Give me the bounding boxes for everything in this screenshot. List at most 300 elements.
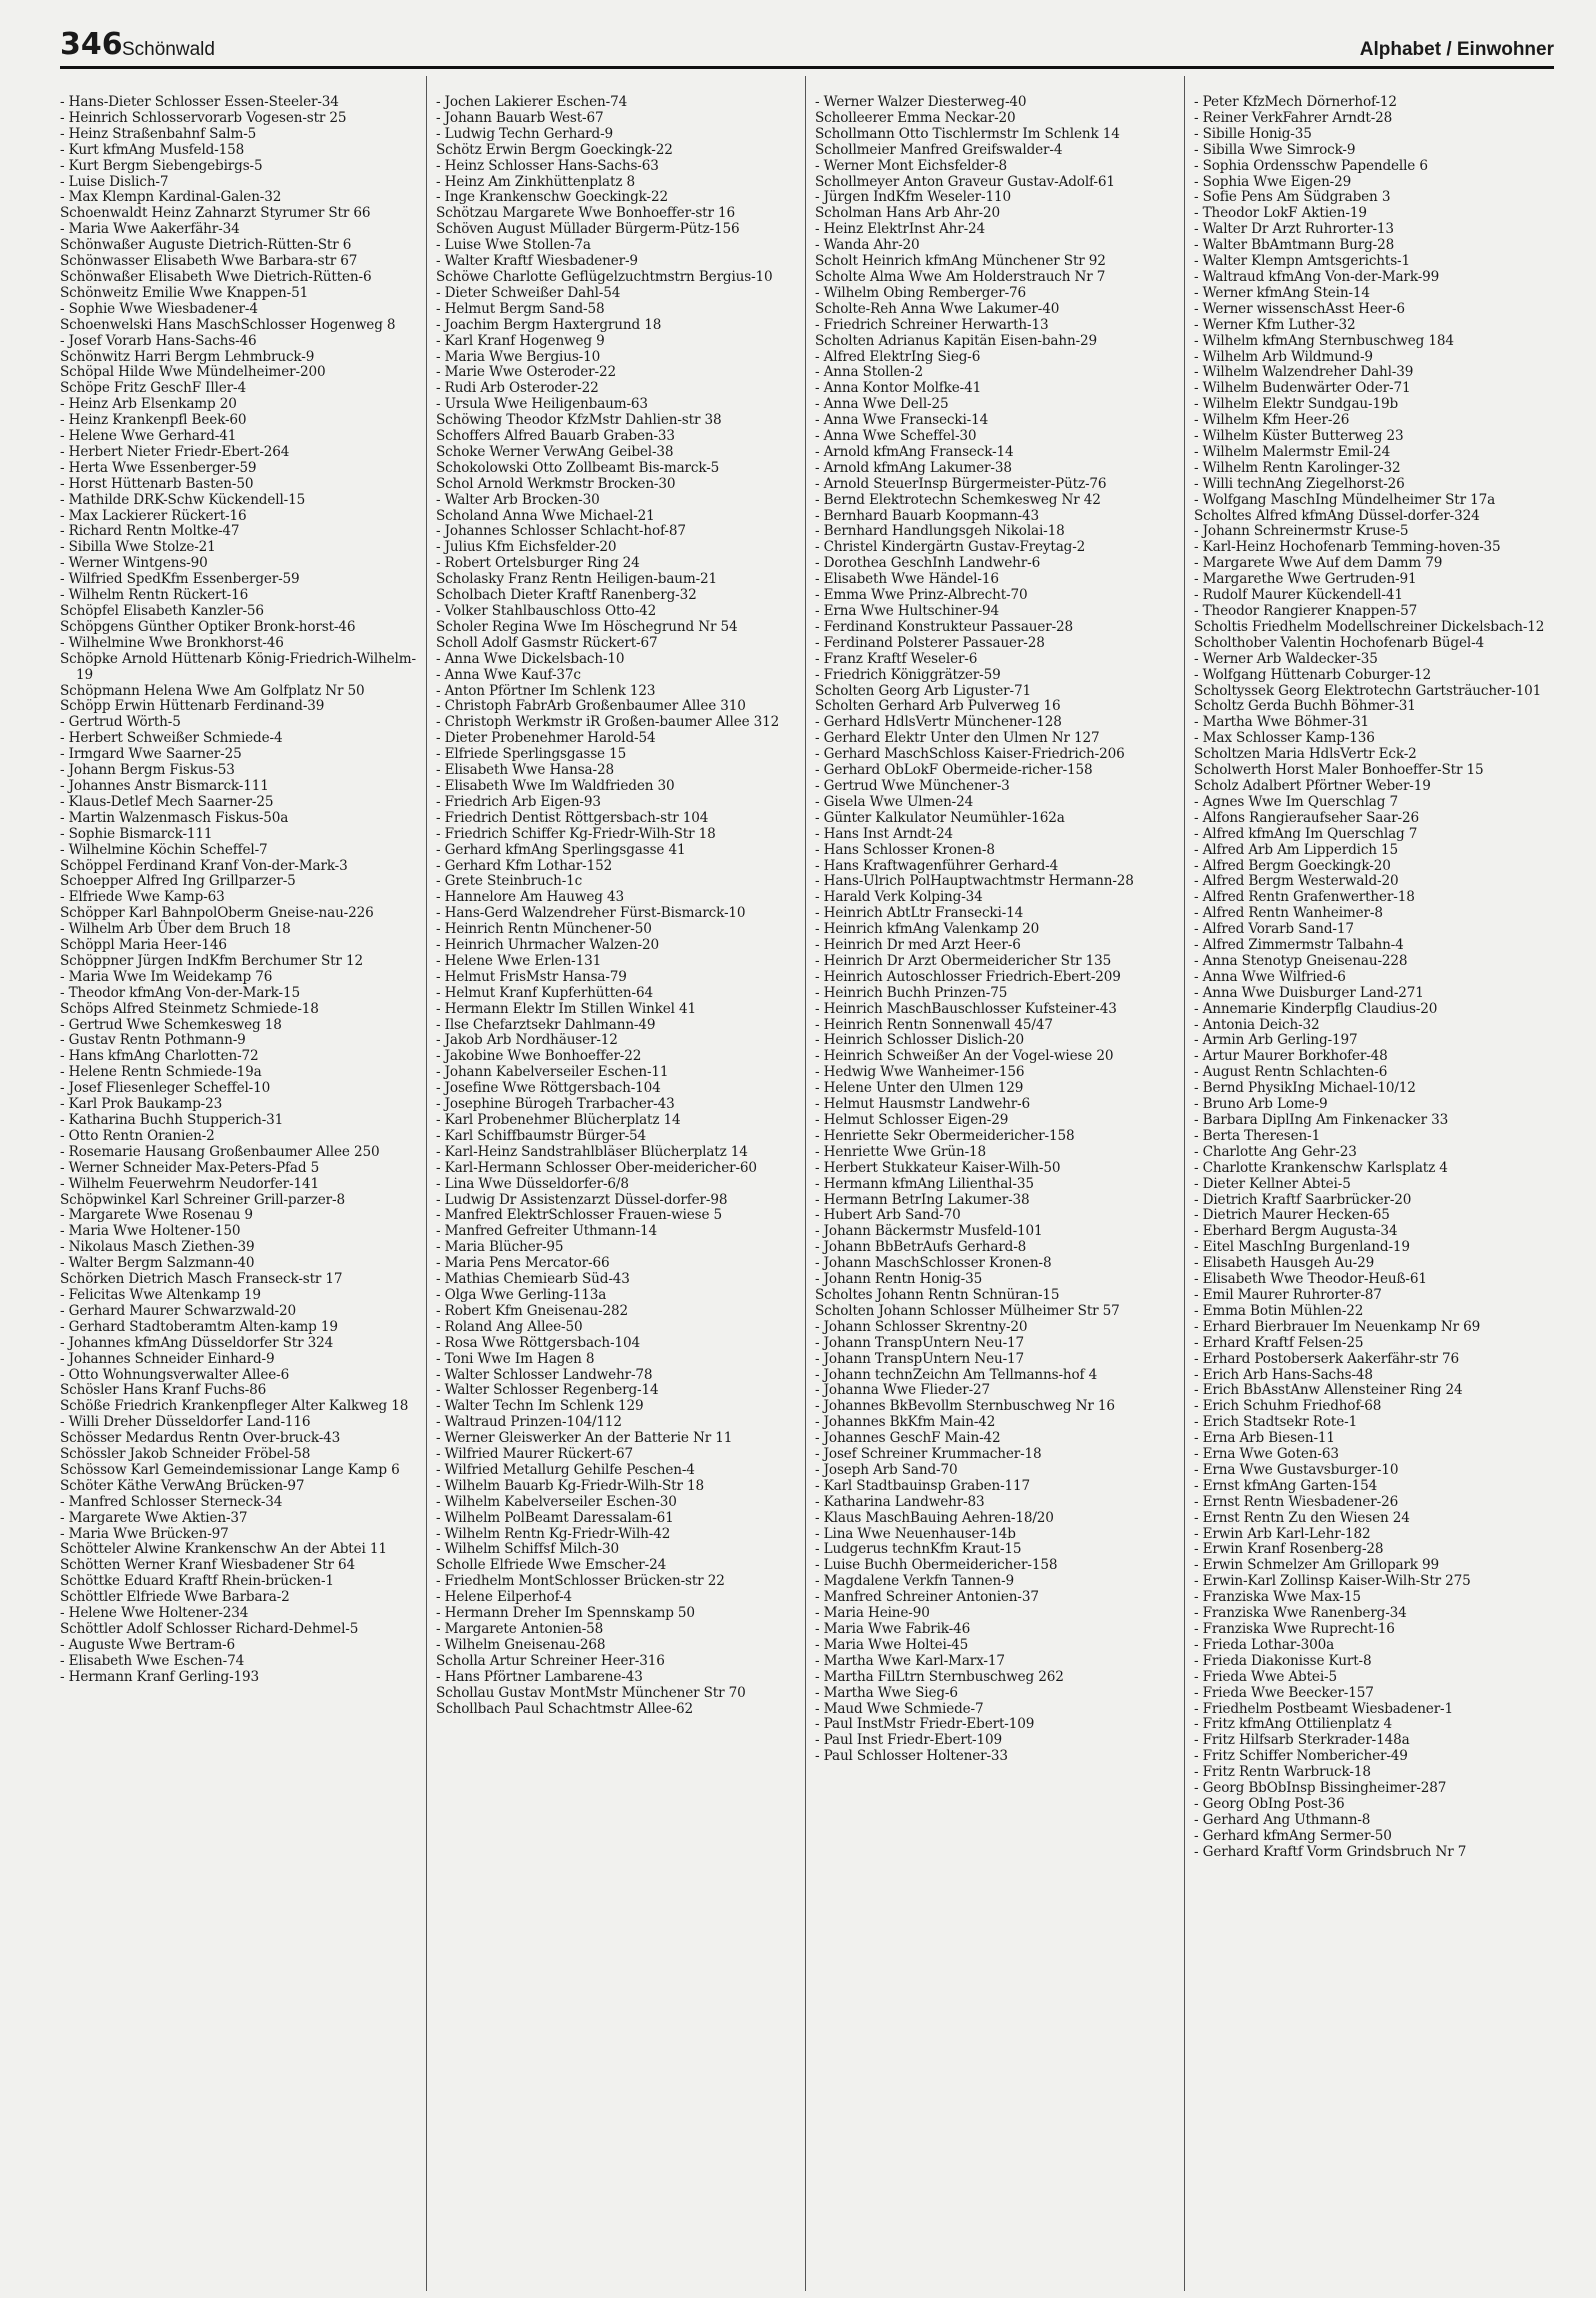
directory-entry: Schössow Karl Gemeindemissionar Lange Kamp 6	[60, 1461, 400, 1478]
directory-entry: - Johann Schlosser Skrentny-20	[815, 1318, 1028, 1335]
directory-entry: - Helene Rentn Schmiede-19a	[60, 1064, 262, 1081]
directory-entry: - Annemarie Kinderpflg Claudius-20	[1194, 1000, 1438, 1017]
directory-entry: - Frieda Wwe Abtei-5	[1194, 1668, 1337, 1685]
directory-entry: Schöven August Müllader Bürgerm-Pütz-156	[436, 221, 740, 238]
directory-entry: - Elisabeth Wwe Hansa-28	[436, 762, 614, 779]
directory-entry: - Marie Wwe Osteroder-22	[436, 364, 616, 381]
directory-entry: - Arnold SteuerInsp Bürgermeister-Pütz-76	[815, 475, 1107, 492]
directory-entry: - Helene Wwe Gerhard-41	[60, 428, 237, 445]
directory-entry: Scholman Hans Arb Ahr-20	[815, 205, 1000, 222]
directory-entry: - Nikolaus Masch Ziethen-39	[60, 1239, 255, 1256]
directory-entry: - Erna Wwe Gustavsburger-10	[1194, 1461, 1399, 1478]
directory-entry: - Hermann Elektr Im Stillen Winkel 41	[436, 1000, 697, 1017]
directory-entry: - Karl Stadtbauinsp Graben-117	[815, 1477, 1031, 1494]
directory-entry: - Reiner VerkFahrer Arndt-28	[1194, 109, 1393, 126]
directory-entry: - Dietrich Kraftf Saarbrücker-20	[1194, 1191, 1412, 1208]
directory-entry: - Heinrich Autoschlosser Friedrich-Ebert-209	[815, 968, 1121, 985]
directory-entry: - Wilhelm Rentn Karolinger-32	[1194, 459, 1401, 476]
directory-entry: - Elisabeth Wwe Händel-16	[815, 571, 999, 588]
directory-entry: - Gerhard Ang Uthmann-8	[1194, 1811, 1371, 1828]
directory-entry: - Karl Probenehmer Blücherplatz 14	[436, 1112, 681, 1128]
directory-entry: - Olga Wwe Gerling-113a	[436, 1286, 607, 1303]
directory-entry: - Herbert Nieter Friedr-Ebert-264	[60, 443, 290, 460]
directory-entry: - Wilhelm Arb Wildmund-9	[1194, 348, 1373, 365]
directory-entry: - Horst Hüttenarb Basten-50	[60, 475, 254, 492]
directory-entry: - Jakob Arb Nordhäuser-12	[436, 1032, 618, 1049]
directory-entry: - Elfriede Sperlingsgasse 15	[436, 746, 627, 763]
directory-entry: Schöpfel Elisabeth Kanzler-56	[60, 603, 264, 619]
directory-column-2	[436, 95, 798, 1717]
directory-entry: - Karl Kranf Hogenweg 9	[436, 332, 605, 349]
directory-entry: - Dieter Kellner Abtei-5	[1194, 1175, 1351, 1192]
directory-entry: Scholte-Reh Anna Wwe Lakumer-40	[815, 300, 1060, 317]
directory-entry: - Jürgen IndKfm Weseler-110	[815, 189, 1011, 206]
directory-entry: - Walter Schlosser Regenberg-14	[436, 1382, 659, 1399]
directory-entry: Schöwe Charlotte Geflügelzuchtmstrn Bergius-10	[436, 268, 773, 285]
directory-entry: Scholasky Franz Rentn Heiligen-baum-21	[436, 571, 718, 588]
directory-entry: - Wilhelm PolBeamt Daressalam-61	[436, 1509, 674, 1526]
directory-entry: - Maria Blücher-95	[436, 1239, 564, 1256]
directory-entry: - Max Lackierer Rückert-16	[60, 507, 247, 524]
directory-entry: - Christoph Werkmstr iR Großen-baumer Allee 312	[436, 714, 780, 731]
directory-entry: - Anna Wwe Wilfried-6	[1194, 968, 1346, 985]
directory-entry: - Wilhelm Rentn Kg-Friedr-Wilh-42	[436, 1525, 671, 1542]
directory-entry: - Wilhelm Kfm Heer-26	[1194, 412, 1350, 429]
directory-entry: - Franz Kraftf Weseler-6	[815, 650, 978, 667]
directory-entry: Schoffers Alfred Bauarb Graben-33	[436, 428, 675, 445]
directory-entry: - Johann Schreinermstr Kruse-5	[1194, 523, 1409, 540]
directory-entry: Schöpp Erwin Hüttenarb Ferdinand-39	[60, 698, 325, 715]
directory-entry: Scholten Johann Schlosser Mülheimer Str 57	[815, 1302, 1120, 1319]
directory-entry: - Katharina Landwehr-83	[815, 1493, 985, 1510]
directory-entry: - Wilfried Maurer Rückert-67	[436, 1446, 633, 1463]
directory-entry: - Wanda Ahr-20	[815, 237, 920, 254]
directory-entry: - Wilhelm Walzendreher Dahl-39	[1194, 364, 1414, 381]
directory-entry: - Bernhard Bauarb Koopmann-43	[815, 507, 1039, 524]
directory-entry: - Margarete Wwe Auf dem Damm 79	[1194, 555, 1443, 572]
directory-entry: - Alfred ElektrIng Sieg-6	[815, 348, 981, 365]
directory-entry: - Christoph FabrArb Großenbaumer Allee 310	[436, 698, 746, 715]
directory-entry: - Johann Bauarb West-67	[436, 109, 604, 126]
directory-entry: - Felicitas Wwe Altenkamp 19	[60, 1286, 261, 1303]
directory-entry: - Johannes BkBevollm Sternbuschweg Nr 16	[815, 1398, 1115, 1415]
directory-entry: - Luise Wwe Stollen-7a	[436, 237, 591, 254]
directory-entry: - Alfred Zimmermstr Talbahn-4	[1194, 937, 1404, 954]
directory-entry: - Johannes Schneider Einhard-9	[60, 1350, 275, 1367]
directory-entry: - Wilhelm Obing Remberger-76	[815, 284, 1027, 301]
directory-entry: - Alfred Bergm Goeckingk-20	[1194, 857, 1391, 874]
directory-entry: - Maria Wwe Fabrik-46	[815, 1621, 971, 1637]
directory-entry: - Ilse Chefarztsekr Dahlmann-49	[436, 1016, 656, 1033]
directory-entry: - Walter Bergm Salzmann-40	[60, 1255, 255, 1272]
directory-entry: - Hermann Dreher Im Spennskamp 50	[436, 1605, 695, 1622]
directory-entry: - Karl Prok Baukamp-23	[60, 1096, 223, 1113]
directory-entry: - Günter Kalkulator Neumühler-162a	[815, 809, 1065, 826]
directory-entry: - Emil Maurer Ruhrorter-87	[1194, 1286, 1382, 1303]
directory-entry: - Maria Heine-90	[815, 1605, 930, 1622]
directory-entry: - Waltraud kfmAng Von-der-Mark-99	[1194, 268, 1440, 285]
directory-entry: - Emma Botin Mühlen-22	[1194, 1302, 1364, 1319]
directory-entry: - Armin Arb Gerling-197	[1194, 1032, 1358, 1049]
directory-entry: - Sophie Bismarck-111	[60, 825, 213, 842]
directory-entry: - Henriette Sekr Obermeidericher-158	[815, 1127, 1075, 1144]
directory-entry: - Werner wissenschAsst Heer-6	[1194, 300, 1405, 317]
directory-entry: - Heinz Arb Elsenkamp 20	[60, 396, 237, 413]
directory-entry: - Klaus-Detlef Mech Saarner-25	[60, 793, 274, 810]
directory-entry: - Johannes BkKfm Main-42	[815, 1414, 996, 1431]
directory-entry: - Gerhard ObLokF Obermeide-richer-158	[815, 762, 1093, 779]
directory-entry: - Wilhelm Rentn Rückert-16	[60, 587, 249, 604]
directory-entry: - Helene Eilperhof-4	[436, 1589, 572, 1606]
column-divider	[805, 76, 806, 2291]
directory-entry: - Rudi Arb Osteroder-22	[436, 380, 599, 397]
directory-entry: - Wilhelmine Wwe Bronkhorst-46	[60, 634, 284, 651]
directory-entry: - Robert Kfm Gneisenau-282	[436, 1302, 629, 1319]
directory-entry: Scholte Alma Wwe Am Holderstrauch Nr 7	[815, 268, 1106, 285]
directory-entry: - Anna Kontor Molfke-41	[815, 380, 982, 397]
directory-entry: - Friedrich Dentist Röttgersbach-str 104	[436, 809, 709, 826]
directory-entry: - Friedrich Arb Eigen-93	[436, 793, 601, 810]
directory-entry: - Mathias Chemiearb Süd-43	[436, 1271, 630, 1288]
directory-entry: - Heinz Am Zinkhüttenplatz 8	[436, 173, 635, 190]
directory-entry: - Karl-Hermann Schlosser Ober-meidericher-60	[436, 1159, 757, 1176]
directory-entry: Scholle Elfriede Wwe Emscher-24	[436, 1557, 667, 1574]
directory-entry: Schöppl Maria Heer-146	[60, 937, 227, 954]
directory-entry: Schollau Gustav MontMstr Münchener Str 70	[436, 1684, 746, 1701]
directory-entry: Scholer Regina Wwe Im Höschegrund Nr 54	[436, 618, 738, 635]
directory-entry: - Anna Wwe Kauf-37c	[436, 666, 581, 683]
directory-entry: - Alfred Arb Am Lipperdich 15	[1194, 841, 1399, 858]
directory-entry: - Sibilla Wwe Simrock-9	[1194, 141, 1356, 158]
directory-entry: - Johann Kabelverseiler Eschen-11	[436, 1064, 669, 1081]
directory-entry: - Max Schlosser Kamp-136	[1194, 730, 1375, 747]
directory-entry: - Fritz Rentn Warbruck-18	[1194, 1764, 1371, 1781]
directory-entry: - Helmut FrisMstr Hansa-79	[436, 968, 627, 985]
directory-entry: Schöttke Eduard Kraftf Rhein-brücken-1	[60, 1573, 334, 1590]
directory-entry: - Joseph Arb Sand-70	[815, 1461, 958, 1478]
directory-entry: Scholthober Valentin Hochofenarb Bügel-4	[1194, 634, 1485, 651]
directory-entry: - Arnold kfmAng Lakumer-38	[815, 459, 1012, 476]
directory-entry: Scholtis Friedhelm Modellschreiner Dickelsbach-12	[1194, 618, 1545, 635]
directory-entry: Schöpke Arnold Hüttenarb König-Friedrich-Wilhelm-19	[60, 650, 416, 683]
directory-entry: - Josef Vorarb Hans-Sachs-46	[60, 332, 257, 349]
directory-entry: - Gerhard HdlsVertr Münchener-128	[815, 714, 1062, 731]
directory-entry: - Franziska Wwe Max-15	[1194, 1589, 1361, 1606]
directory-entry: - Paul InstMstr Friedr-Ebert-109	[815, 1716, 1035, 1733]
directory-entry: Schönwaßer Elisabeth Wwe Dietrich-Rütten-6	[60, 268, 372, 285]
directory-entry: - Walter Techn Im Schlenk 129	[436, 1398, 644, 1415]
directory-entry: Schöpe Fritz GeschF Iller-4	[60, 380, 246, 397]
directory-entry: - Erich Arb Hans-Sachs-48	[1194, 1366, 1373, 1383]
directory-entry: - Heinrich MaschBauschlosser Kufsteiner-43	[815, 1000, 1117, 1017]
directory-entry: - Anna Wwe Duisburger Land-271	[1194, 984, 1424, 1001]
directory-entry: - Artur Maurer Borkhofer-48	[1194, 1048, 1388, 1065]
directory-entry: - Herbert Schweißer Schmiede-4	[60, 730, 283, 747]
directory-entry: - Ludgerus technKfm Kraut-15	[815, 1541, 1022, 1558]
directory-entry: - Charlotte Krankenschw Karlsplatz 4	[1194, 1159, 1448, 1176]
directory-entry: - Theodor LokF Aktien-19	[1194, 205, 1367, 222]
directory-entry: Schötteler Alwine Krankenschw An der Abtei 11	[60, 1541, 387, 1558]
directory-entry: Schönwasser Elisabeth Wwe Barbara-str 67	[60, 253, 358, 270]
directory-entry: - Werner Mont Eichsfelder-8	[815, 157, 1008, 174]
directory-entry: - Ludwig Dr Assistenzarzt Düssel-dorfer-98	[436, 1191, 728, 1208]
directory-entry: - Mathilde DRK-Schw Kückendell-15	[60, 491, 306, 508]
directory-entry: - Rudolf Maurer Kückendell-41	[1194, 587, 1403, 604]
directory-entry: Scholwerth Horst Maler Bonhoeffer-Str 15	[1194, 762, 1484, 779]
directory-entry: - Sophia Wwe Eigen-29	[1194, 173, 1352, 190]
directory-entry: - Luise Buchh Obermeidericher-158	[815, 1557, 1058, 1574]
directory-entry: - Heinz Straßenbahnf Salm-5	[60, 125, 257, 142]
directory-entry: - Gerhard Kraftf Vorm Grindsbruch Nr 7	[1194, 1843, 1467, 1860]
directory-entry: - Bernhard Handlungsgeh Nikolai-18	[815, 523, 1065, 540]
directory-column-1	[60, 95, 422, 1686]
directory-entry: - Sibilla Wwe Stolze-21	[60, 539, 216, 556]
directory-entry: - Heinz Krankenpfl Beek-60	[60, 412, 247, 429]
directory-entry: - Helmut Bergm Sand-58	[436, 300, 605, 317]
directory-entry: - Erhard Postoberserk Aakerfähr-str 76	[1194, 1350, 1459, 1367]
directory-entry: - Dieter Probenehmer Harold-54	[436, 730, 656, 747]
directory-entry: Schössler Jakob Schneider Fröbel-58	[60, 1446, 311, 1463]
directory-entry: Schönwaßer Auguste Dietrich-Rütten-Str 6	[60, 237, 352, 254]
directory-entry: - Peter KfzMech Dörnerhof-12	[1194, 94, 1397, 110]
directory-entry: - Frieda Lothar-300a	[1194, 1636, 1335, 1653]
directory-entry: - Alfred Rentn Grafenwerther-18	[1194, 889, 1415, 906]
directory-entry: - Erwin Schmelzer Am Grillopark 99	[1194, 1557, 1440, 1574]
directory-entry: - Hans-Gerd Walzendreher Fürst-Bismarck-10	[436, 905, 746, 922]
directory-entry: - Werner kfmAng Stein-14	[1194, 284, 1370, 301]
directory-entry: - Erwin-Karl Zollinsp Kaiser-Wilh-Str 275	[1194, 1573, 1471, 1590]
directory-entry: - Henriette Wwe Grün-18	[815, 1143, 987, 1160]
directory-entry: - Frieda Wwe Beecker-157	[1194, 1684, 1374, 1701]
directory-entry: - Maud Wwe Schmiede-7	[815, 1700, 984, 1717]
directory-entry: - Bernd PhysikIng Michael-10/12	[1194, 1080, 1416, 1097]
directory-entry: - Gerhard Maurer Schwarzwald-20	[60, 1302, 296, 1319]
directory-entry: - Wilfried Metallurg Gehilfe Peschen-4	[436, 1461, 695, 1478]
directory-entry: - Gerhard Kfm Lothar-152	[436, 857, 613, 874]
directory-entry: - Barbara DiplIng Am Finkenacker 33	[1194, 1112, 1449, 1128]
directory-entry: - Heinrich AbtLtr Fransecki-14	[815, 905, 1024, 922]
directory-entry: - Herta Wwe Essenberger-59	[60, 459, 257, 476]
directory-entry: - Johann Bergm Fiskus-53	[60, 762, 235, 779]
directory-entry: - Gustav Rentn Pothmann-9	[60, 1032, 246, 1049]
directory-entry: - Herbert Stukkateur Kaiser-Wilh-50	[815, 1159, 1061, 1176]
directory-entry: Schokolowski Otto Zollbeamt Bis-marck-5	[436, 459, 720, 476]
directory-entry: - Anna Wwe Dickelsbach-10	[436, 650, 625, 667]
directory-entry: - Margarete Wwe Aktien-37	[60, 1509, 248, 1526]
directory-entry: - Sophie Wwe Wiesbadener-4	[60, 300, 258, 317]
directory-entry: - Gertrud Wwe Münchener-3	[815, 777, 1010, 794]
directory-entry: - Julius Kfm Eichsfelder-20	[436, 539, 617, 556]
directory-entry: - Ludwig Techn Gerhard-9	[436, 125, 614, 142]
directory-entry: - Werner Walzer Diesterweg-40	[815, 94, 1027, 110]
directory-entry: - Fritz kfmAng Ottilienplatz 4	[1194, 1716, 1393, 1733]
directory-entry: - Paul Inst Friedr-Ebert-109	[815, 1732, 1002, 1749]
directory-entry: Schöppel Ferdinand Kranf Von-der-Mark-3	[60, 857, 348, 874]
directory-entry: - Manfred Gefreiter Uthmann-14	[436, 1223, 658, 1240]
directory-entry: - Bernd Elektrotechn Schemkesweg Nr 42	[815, 491, 1101, 508]
directory-entry: - Johann TranspUntern Neu-17	[815, 1350, 1025, 1367]
directory-entry: - Charlotte Ang Gehr-23	[1194, 1143, 1357, 1160]
directory-entry: Schösler Hans Kranf Fuchs-86	[60, 1382, 267, 1399]
directory-entry: - Wilhelm Schiffsf Milch-30	[436, 1541, 619, 1558]
directory-entry: - Margarete Antonien-58	[436, 1621, 604, 1637]
directory-entry: - Josef Schreiner Krummacher-18	[815, 1446, 1042, 1463]
directory-entry: - Margarethe Wwe Gertruden-91	[1194, 571, 1417, 588]
directory-entry: - Karl-Heinz Sandstrahlbläser Blücherplatz 14	[436, 1143, 748, 1160]
directory-entry: - Walter Klempn Amtsgerichts-1	[1194, 253, 1410, 270]
directory-entry: - Maria Wwe Bergius-10	[436, 348, 601, 365]
directory-entry: - Friedrich Schiffer Kg-Friedr-Wilh-Str 18	[436, 825, 716, 842]
directory-entry: - Heinrich kfmAng Valenkamp 20	[815, 921, 1040, 938]
directory-entry: - Anton Pförtner Im Schlenk 123	[436, 682, 656, 699]
directory-entry: - Heinrich Rentn Münchener-50	[436, 921, 652, 938]
directory-entry: - Richard Rentn Moltke-47	[60, 523, 240, 540]
directory-entry: - Georg ObIng Post-36	[1194, 1795, 1345, 1812]
directory-entry: - Antonia Deich-32	[1194, 1016, 1320, 1033]
directory-entry: - Wolfgang MaschIng Mündelheimer Str 17a	[1194, 491, 1496, 508]
directory-entry: - Sofie Pens Am Südgraben 3	[1194, 189, 1391, 206]
directory-entry: - Paul Schlosser Holtener-33	[815, 1748, 1008, 1765]
directory-entry: - Christel Kindergärtn Gustav-Freytag-2	[815, 539, 1086, 556]
directory-entry: Schöter Käthe VerwAng Brücken-97	[60, 1477, 305, 1494]
directory-entry: - Johannes kfmAng Düsseldorfer Str 324	[60, 1334, 334, 1351]
directory-entry: - Lina Wwe Düsseldorfer-6/8	[436, 1175, 629, 1192]
directory-entry: - Gertrud Wwe Schemkesweg 18	[60, 1016, 282, 1033]
directory-entry: - Luise Dislich-7	[60, 173, 169, 190]
directory-entry: - Helmut Kranf Kupferhütten-64	[436, 984, 653, 1001]
directory-entry: - Gerhard Stadtoberamtm Alten-kamp 19	[60, 1318, 338, 1335]
directory-entry: Scholand Anna Wwe Michael-21	[436, 507, 655, 524]
directory-entry: - Erwin Kranf Rosenberg-28	[1194, 1541, 1384, 1558]
directory-entry: Scholtes Alfred kfmAng Düssel-dorfer-324	[1194, 507, 1480, 524]
directory-entry: - Johanna Wwe Flieder-27	[815, 1382, 991, 1399]
directory-entry: - Theodor kfmAng Von-der-Mark-15	[60, 984, 300, 1001]
directory-entry: - Gertrud Wörth-5	[60, 714, 181, 731]
directory-entry: Scholl Adolf Gasmstr Rückert-67	[436, 634, 658, 651]
directory-entry: Scholtz Gerda Buchh Böhmer-31	[1194, 698, 1416, 715]
directory-entry: - Walter Schlosser Landwehr-78	[436, 1366, 653, 1383]
directory-entry: - Maria Wwe Holtener-150	[60, 1223, 241, 1240]
directory-entry: Scholtes Johann Rentn Schnüran-15	[815, 1286, 1060, 1303]
directory-entry: - Erich Schuhm Friedhof-68	[1194, 1398, 1382, 1415]
directory-entry: - Heinrich Rentn Sonnenwall 45/47	[815, 1016, 1053, 1033]
directory-entry: - Johann BbBetrAufs Gerhard-8	[815, 1239, 1027, 1256]
page-number: 346	[60, 27, 123, 62]
directory-entry: - Max Klempn Kardinal-Galen-32	[60, 189, 282, 206]
directory-entry: - Ernst Rentn Wiesbadener-26	[1194, 1493, 1399, 1510]
directory-entry: - Josephine Bürogeh Trarbacher-43	[436, 1096, 675, 1113]
directory-entry: Schöppner Jürgen IndKfm Berchumer Str 12	[60, 952, 363, 969]
directory-entry: - Wilhelm Küster Butterweg 23	[1194, 428, 1404, 445]
directory-entry: - Friedrich Königgrätzer-59	[815, 666, 1001, 683]
directory-entry: - Johannes Schlosser Schlacht-hof-87	[436, 523, 686, 540]
directory-entry: - Helene Unter den Ulmen 129	[815, 1080, 1024, 1097]
directory-entry: - Magdalene Verkfn Tannen-9	[815, 1573, 1015, 1590]
directory-entry: - Fritz Schiffer Nombericher-49	[1194, 1748, 1408, 1765]
directory-entry: Schöpal Hilde Wwe Mündelheimer-200	[60, 364, 326, 381]
directory-entry: Schollmeier Manfred Greifswalder-4	[815, 141, 1063, 158]
directory-entry: - Erich BbAsstAnw Allensteiner Ring 24	[1194, 1382, 1463, 1399]
directory-entry: - Anna Wwe Fransecki-14	[815, 412, 989, 429]
directory-entry: - Martha Wwe Böhmer-31	[1194, 714, 1370, 731]
directory-entry: - Otto Rentn Oranien-2	[60, 1127, 215, 1144]
directory-entry: - Dieter Schweißer Dahl-54	[436, 284, 621, 301]
directory-entry: - Hans kfmAng Charlotten-72	[60, 1048, 259, 1065]
directory-entry: - Martin Walzenmasch Fiskus-50a	[60, 809, 289, 826]
directory-entry: Scholz Adalbert Pförtner Weber-19	[1194, 777, 1431, 794]
directory-entry: - Volker Stahlbauschloss Otto-42	[436, 603, 657, 619]
directory-entry: - Helene Wwe Erlen-131	[436, 952, 602, 969]
directory-entry: - Anna Stollen-2	[815, 364, 923, 381]
directory-entry: - Alfred Bergm Westerwald-20	[1194, 873, 1399, 890]
directory-entry: - Robert Ortelsburger Ring 24	[436, 555, 640, 572]
directory-entry: - Alfred Vorarb Sand-17	[1194, 921, 1354, 938]
directory-entry: - Waltraud Prinzen-104/112	[436, 1414, 622, 1431]
directory-entry: - Frieda Diakonisse Kurt-8	[1194, 1652, 1372, 1669]
directory-entry: - Willi technAng Ziegelhorst-26	[1194, 475, 1405, 492]
directory-entry: - Ferdinand Polsterer Passauer-28	[815, 634, 1045, 651]
directory-entry: - Josef Fliesenleger Scheffel-10	[60, 1080, 271, 1097]
directory-entry: Schötten Werner Kranf Wiesbadener Str 64	[60, 1557, 355, 1574]
directory-entry: - Joachim Bergm Haxtergrund 18	[436, 316, 662, 333]
directory-entry: - Wilhelmine Köchin Scheffel-7	[60, 841, 268, 858]
directory-entry: - Werner Gleiswerker An der Batterie Nr 11	[436, 1430, 733, 1447]
directory-entry: - Walter Arb Brocken-30	[436, 491, 600, 508]
directory-entry: Schöpgens Günther Optiker Bronk-horst-46	[60, 618, 356, 635]
directory-entry: - Dietrich Maurer Hecken-65	[1194, 1207, 1390, 1224]
directory-entry: Scholt Heinrich kfmAng Münchener Str 92	[815, 253, 1106, 270]
directory-entry: - Anna Wwe Dell-25	[815, 396, 949, 413]
directory-entry: - Hans Schlosser Kronen-8	[815, 841, 995, 858]
directory-entry: - Heinrich Schlosservorarb Vogesen-str 25	[60, 109, 347, 126]
directory-entry: - Walter BbAmtmann Burg-28	[1194, 237, 1395, 254]
directory-entry: - Hermann kfmAng Lilienthal-35	[815, 1175, 1034, 1192]
directory-entry: - Wilfried SpedKfm Essenberger-59	[60, 571, 300, 588]
directory-entry: - Gerhard MaschSchloss Kaiser-Friedrich-206	[815, 746, 1125, 763]
directory-entry: - Erna Wwe Hultschiner-94	[815, 603, 1000, 619]
page-header	[60, 26, 1554, 69]
directory-entry: - Friedrich Schreiner Herwarth-13	[815, 316, 1049, 333]
directory-entry: Schoenwelski Hans MaschSchlosser Hogenweg 8	[60, 316, 396, 333]
directory-entry: - Wilhelm Malermstr Emil-24	[1194, 443, 1391, 460]
directory-entry: - Helmut Hausmstr Landwehr-6	[815, 1096, 1030, 1113]
directory-entry: - Sibille Honig-35	[1194, 125, 1312, 142]
directory-entry: - Eitel MaschIng Burgenland-19	[1194, 1239, 1410, 1256]
directory-entry: - Dorothea GeschInh Landwehr-6	[815, 555, 1041, 572]
directory-entry: - Hans Kraftwagenführer Gerhard-4	[815, 857, 1059, 874]
directory-entry: - Gisela Wwe Ulmen-24	[815, 793, 974, 810]
directory-entry: Scholten Gerhard Arb Pulverweg 16	[815, 698, 1061, 715]
directory-entry: - Wilhelm Gneisenau-268	[436, 1636, 606, 1653]
directory-entry: - Erich Stadtsekr Rote-1	[1194, 1414, 1358, 1431]
directory-entry: Schöttler Adolf Schlosser Richard-Dehmel-5	[60, 1621, 359, 1637]
directory-entry: - Kurt kfmAng Musfeld-158	[60, 141, 245, 158]
column-divider	[1184, 76, 1185, 2291]
directory-entry: Schötz Erwin Bergm Goeckingk-22	[436, 141, 673, 158]
directory-entry: - Johann TranspUntern Neu-17	[815, 1334, 1025, 1351]
directory-entry: - Sophia Ordensschw Papendelle 6	[1194, 157, 1428, 174]
directory-entry: - Ursula Wwe Heiligenbaum-63	[436, 396, 648, 413]
directory-entry: - Arnold kfmAng Franseck-14	[815, 443, 1014, 460]
directory-entry: - August Rentn Schlachten-6	[1194, 1064, 1388, 1081]
directory-entry: - Eberhard Bergm Augusta-34	[1194, 1223, 1398, 1240]
directory-entry: - Rosa Wwe Röttgersbach-104	[436, 1334, 640, 1351]
directory-entry: - Irmgard Wwe Saarner-25	[60, 746, 242, 763]
directory-entry: - Agnes Wwe Im Querschlag 7	[1194, 793, 1398, 810]
directory-entry: Schöps Alfred Steinmetz Schmiede-18	[60, 1000, 319, 1017]
directory-entry: Schöße Friedrich Krankenpfleger Alter Kalkweg 18	[60, 1398, 409, 1415]
directory-entry: - Willi Dreher Düsseldorfer Land-116	[60, 1414, 311, 1431]
